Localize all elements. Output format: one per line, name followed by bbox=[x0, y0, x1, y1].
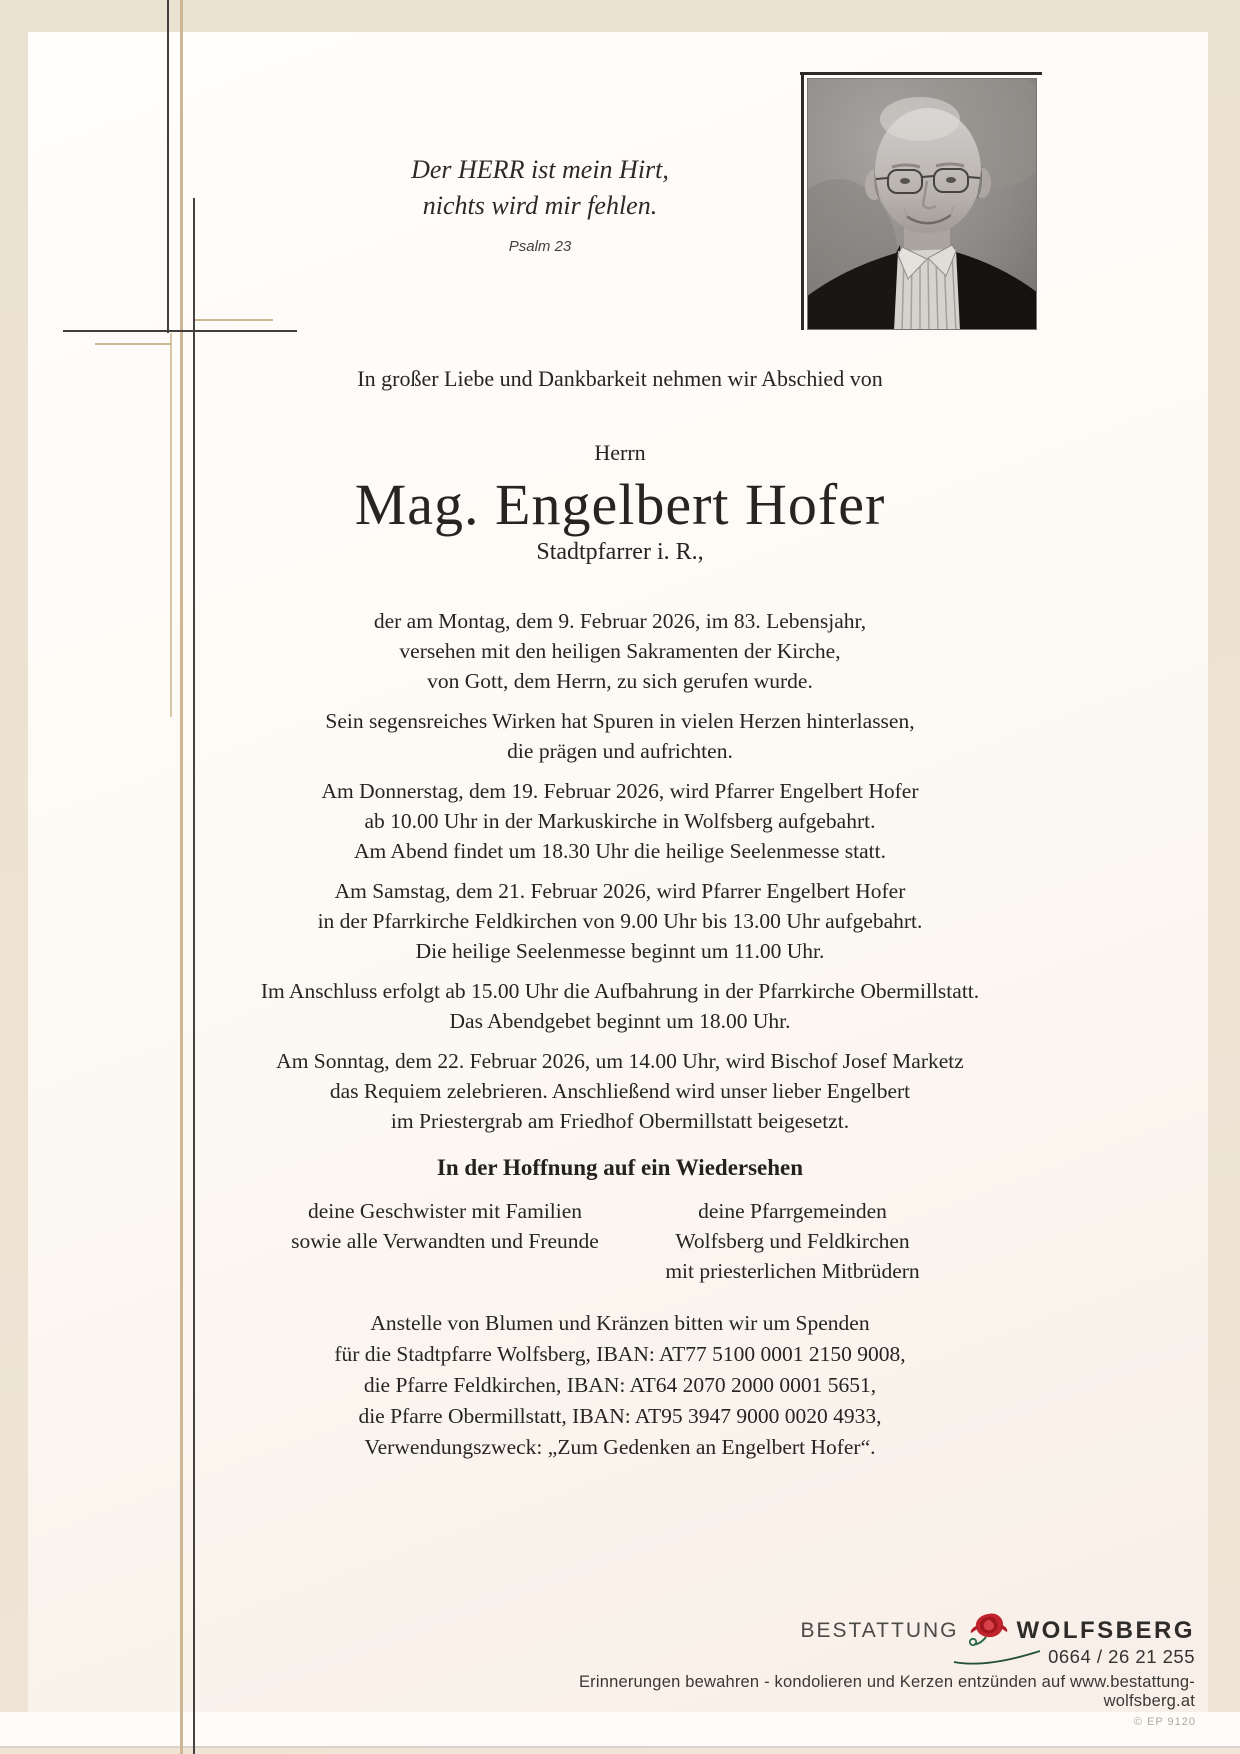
footer-tagline: Erinnerungen bewahren - kondolieren und Kerzen entzünden auf www.bestattung-wolfsberg.at bbox=[578, 1673, 1195, 1710]
donations-iban-wolfsberg: für die Stadtpfarre Wolfsberg, IBAN: AT77 5100 0001 2150 9008, bbox=[334, 1342, 906, 1366]
funeral-home-footer bbox=[495, 1612, 1195, 1711]
salutation: Herrn bbox=[594, 440, 646, 465]
paragraph-line: versehen mit den heiligen Sakramenten der Kirche, bbox=[399, 639, 841, 663]
paragraph-line: die prägen und aufrichten. bbox=[507, 739, 733, 763]
paragraph-line: Am Donnerstag, dem 19. Februar 2026, wird Pfarrer Engelbert Hofer bbox=[321, 779, 919, 803]
cross-vertical-dark-line bbox=[167, 0, 169, 333]
hope-heading: In der Hoffnung auf ein Wiedersehen bbox=[436, 1155, 804, 1180]
paragraph-saturday bbox=[40, 876, 1200, 966]
psalm-source: Psalm 23 bbox=[508, 238, 572, 255]
rose-icon bbox=[968, 1612, 1008, 1646]
donations-purpose: Verwendungszweck: „Zum Gedenken an Engelbert Hofer“. bbox=[364, 1435, 876, 1459]
paragraph-sunday bbox=[40, 1046, 1200, 1136]
bottom-paper-strip bbox=[0, 1712, 1240, 1746]
mourners-columns bbox=[40, 1196, 1200, 1286]
psalm-quote-line1: Der HERR ist mein Hirt, bbox=[411, 155, 669, 184]
paragraph-line: in der Pfarrkirche Feldkirchen von 9.00 Uhr bis 13.00 Uhr aufgebahrt. bbox=[317, 909, 923, 933]
cross-horizontal-dark-line bbox=[63, 330, 297, 332]
paragraph-line: Die heilige Seelenmesse beginnt um 11.00 Uhr. bbox=[415, 939, 825, 963]
paragraph-legacy bbox=[40, 706, 1200, 766]
donations-block bbox=[40, 1308, 1200, 1463]
mourners-parishes bbox=[640, 1196, 945, 1286]
paragraph-line: der am Montag, dem 9. Februar 2026, im 83. Lebensjahr, bbox=[373, 609, 867, 633]
mourners-line: deine Geschwister mit Familien bbox=[307, 1199, 583, 1223]
paragraph-death bbox=[40, 606, 1200, 696]
paragraph-line: Sein segensreiches Wirken hat Spuren in vielen Herzen hinterlassen, bbox=[325, 709, 915, 733]
photo-frame-left bbox=[801, 72, 804, 330]
paragraph-line: Am Sonntag, dem 22. Februar 2026, um 14.00 Uhr, wird Bischof Josef Marketz bbox=[276, 1049, 964, 1073]
mourners-line: sowie alle Verwandten und Freunde bbox=[291, 1229, 599, 1253]
mourners-line: Wolfsberg und Feldkirchen bbox=[675, 1229, 910, 1253]
paragraph-line: ab 10.00 Uhr in der Markuskirche in Wolfsberg aufgebahrt. bbox=[364, 809, 876, 833]
main-text-column bbox=[40, 364, 1200, 1463]
cross-horizontal-tan-line-left bbox=[95, 343, 171, 345]
brand-row bbox=[495, 1612, 1195, 1650]
paragraph-line: Am Abend findet um 18.30 Uhr die heilige Seelenmesse statt. bbox=[353, 839, 887, 863]
phone-row bbox=[495, 1646, 1195, 1668]
psalm-quote bbox=[300, 152, 780, 265]
brand-prefix: BESTATTUNG bbox=[800, 1619, 959, 1642]
donations-line: Anstelle von Blumen und Kränzen bitten wir um Spenden bbox=[370, 1311, 870, 1335]
mourners-family bbox=[250, 1196, 640, 1286]
print-code: © EP 9120 bbox=[1133, 1716, 1196, 1728]
paragraph-obermillstatt bbox=[40, 976, 1200, 1036]
portrait-photo bbox=[808, 79, 1036, 329]
psalm-quote-line2: nichts wird mir fehlen. bbox=[422, 191, 658, 220]
photo-frame-top bbox=[800, 72, 1042, 75]
cross-horizontal-tan-line-right bbox=[195, 319, 273, 321]
mourners-line: deine Pfarrgemeinden bbox=[698, 1199, 887, 1223]
phone-number: 0664 / 26 21 255 bbox=[1048, 1646, 1195, 1667]
paragraph-line: Im Anschluss erfolgt ab 15.00 Uhr die Aufbahrung in der Pfarrkirche Obermillstatt. bbox=[260, 979, 980, 1003]
portrait-illustration bbox=[808, 79, 1036, 329]
brand-name: WOLFSBERG bbox=[1016, 1617, 1195, 1644]
paragraph-line: Das Abendgebet beginnt um 18.00 Uhr. bbox=[449, 1009, 791, 1033]
paragraph-thursday bbox=[40, 776, 1200, 866]
bottom-scan-edge bbox=[0, 1746, 1240, 1748]
mourners-line: mit priesterlichen Mitbrüdern bbox=[665, 1259, 920, 1283]
deceased-title: Stadtpfarrer i. R., bbox=[536, 539, 704, 565]
paragraph-line: im Priestergrab am Friedhof Obermillstatt beigesetzt. bbox=[390, 1109, 850, 1133]
donations-iban-obermillstatt: die Pfarre Obermillstatt, IBAN: AT95 3947 9000 0020 4933, bbox=[358, 1404, 882, 1428]
deceased-name: Mag. Engelbert Hofer bbox=[354, 472, 886, 537]
paragraph-line: von Gott, dem Herrn, zu sich gerufen wurde. bbox=[427, 669, 813, 693]
stem-line-icon bbox=[952, 1648, 1042, 1666]
intro-line: In großer Liebe und Dankbarkeit nehmen wir Abschied von bbox=[357, 366, 883, 391]
paragraph-line: das Requiem zelebrieren. Anschließend wird unser lieber Engelbert bbox=[329, 1079, 911, 1103]
donations-iban-feldkirchen: die Pfarre Feldkirchen, IBAN: AT64 2070 2000 0001 5651, bbox=[363, 1373, 877, 1397]
paragraph-line: Am Samstag, dem 21. Februar 2026, wird Pfarrer Engelbert Hofer bbox=[334, 879, 906, 903]
